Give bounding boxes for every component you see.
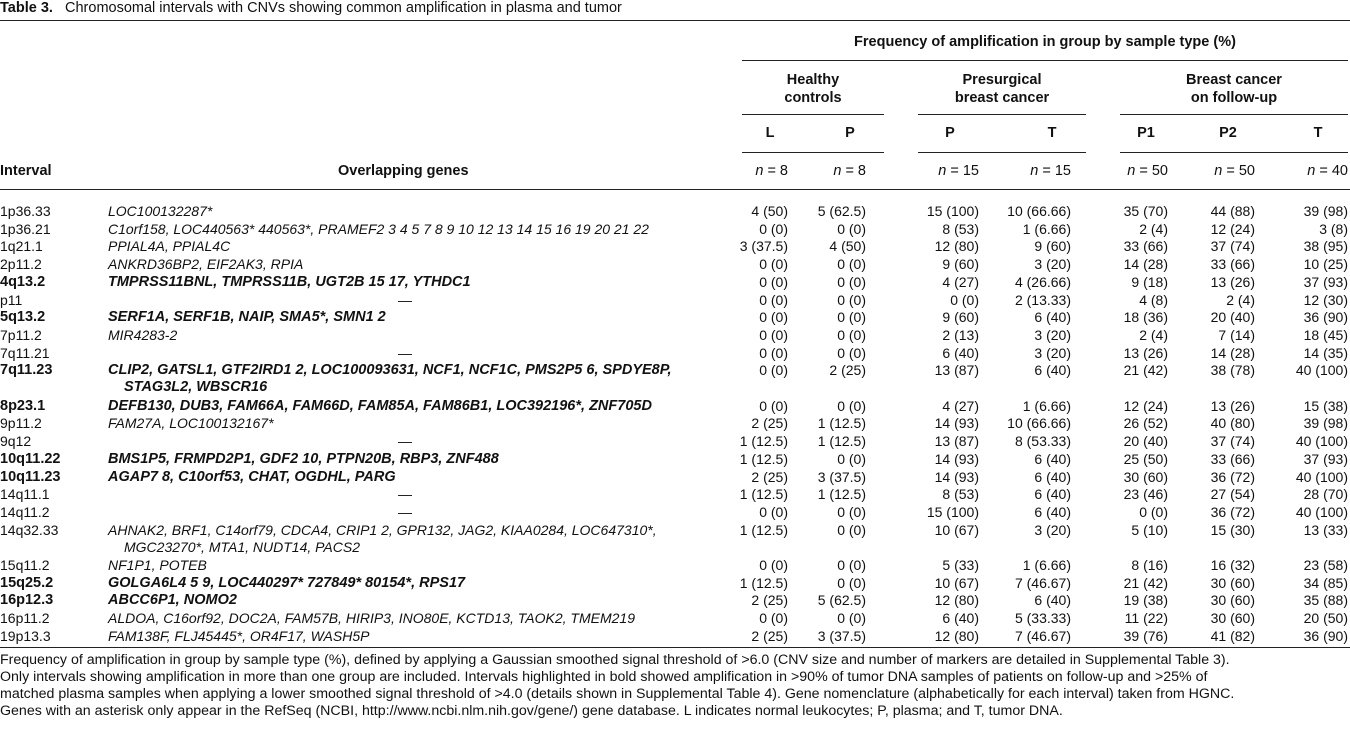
- frequency-cell: 37 (74): [1210, 433, 1255, 450]
- frequency-cell: 0 (0): [759, 362, 788, 379]
- frequency-cell: 9 (60): [942, 256, 979, 273]
- frequency-cell: 23 (46): [1123, 486, 1168, 503]
- sample-size-var: n: [755, 163, 764, 179]
- frequency-cell: 18 (45): [1303, 326, 1348, 343]
- frequency-cell: 21 (42): [1123, 574, 1168, 591]
- frequency-cell: 38 (78): [1210, 362, 1255, 379]
- frequency-cell: 3 (20): [1034, 326, 1071, 343]
- sample-type-header: T: [1047, 125, 1057, 141]
- frequency-cell: 10 (66.66): [1007, 203, 1071, 219]
- frequency-cell: 9 (60): [1034, 238, 1071, 255]
- frequency-cell: 35 (88): [1303, 592, 1348, 609]
- interval-cell: 10q11.23: [0, 468, 61, 485]
- frequency-cell: 3 (20): [1034, 256, 1071, 273]
- footnote-line: Frequency of amplification in group by sample type (%), defined by applying a Gaussian smoothed signal threshold of >6.0 (CNV size and number of markers are detailed in Supplemental Table 3).: [0, 652, 1230, 668]
- frequency-cell: 30 (60): [1210, 592, 1255, 609]
- frequency-cell: 40 (100): [1295, 503, 1348, 520]
- frequency-cell: 13 (87): [934, 362, 979, 379]
- genes-cell: AHNAK2, BRF1, C14orf79, CDCA4, CRIP1 2, GPR132, JAG2, KIAA0284, LOC647310*,: [108, 521, 657, 538]
- frequency-cell: 40 (100): [1295, 433, 1348, 450]
- frequency-cell: 44 (88): [1210, 203, 1255, 219]
- interval-cell: 7p11.2: [0, 326, 42, 343]
- interval-cell: 15q11.2: [0, 557, 50, 573]
- frequency-cell: 33 (66): [1210, 450, 1255, 467]
- frequency-cell: 2 (25): [751, 627, 788, 644]
- frequency-cell: 6 (40): [1034, 486, 1071, 503]
- sample-type-header: P: [845, 125, 855, 141]
- genes-cell: ANKRD36BP2, EIF2AK3, RPIA: [108, 256, 304, 273]
- group-presurgical-rule: [918, 114, 1086, 115]
- genes-cell: FAM27A, LOC100132167*: [108, 415, 274, 432]
- frequency-cell: 7 (46.67): [1014, 574, 1071, 591]
- frequency-cell: 0 (0): [837, 326, 866, 343]
- frequency-cell: 4 (8): [1139, 291, 1168, 308]
- frequency-cell: 14 (93): [934, 468, 979, 485]
- genes-cell: CLIP2, GATSL1, GTF2IRD1 2, LOC100093631, NCF1, NCF1C, PMS2P5 6, SPDYE8P,: [108, 362, 672, 379]
- interval-cell: 14q32.33: [0, 521, 59, 538]
- group-presurgical-line1: Presurgical: [962, 72, 1042, 88]
- footnote-line: Genes with an asterisk only appear in the RefSeq (NCBI, http://www.ncbi.nlm.nih.gov/gene/) gene database. L indicates normal leukocytes; P, plasma; and T, tumor DNA.: [0, 703, 1063, 719]
- frequency-cell: 36 (72): [1210, 468, 1255, 485]
- frequency-cell: 20 (50): [1303, 610, 1348, 627]
- frequency-cell: 20 (40): [1123, 433, 1168, 450]
- frequency-cell: 25 (50): [1123, 450, 1168, 467]
- header-bottom-rule: [0, 189, 1350, 190]
- sample-type-header: T: [1313, 125, 1323, 141]
- sample-size-value: = 50: [1226, 163, 1255, 179]
- empty-genes-dash: —: [398, 433, 412, 450]
- frequency-cell: 0 (0): [759, 557, 788, 573]
- frequency-cell: 6 (40): [942, 344, 979, 361]
- frequency-cell: 2 (13.33): [1014, 291, 1071, 308]
- table-bottom-rule: [0, 647, 1350, 648]
- frequency-cell: 27 (54): [1210, 486, 1255, 503]
- frequency-cell: 0 (0): [837, 220, 866, 237]
- interval-cell: 16p11.2: [0, 610, 50, 627]
- frequency-cell: 0 (0): [837, 503, 866, 520]
- sample-size-var: n: [1307, 163, 1316, 179]
- frequency-cell: 0 (0): [837, 344, 866, 361]
- sample-size-header: [786, 163, 866, 179]
- empty-genes-dash: —: [398, 344, 412, 361]
- interval-cell: 8p23.1: [0, 397, 46, 414]
- frequency-cell: 7 (46.67): [1014, 627, 1071, 644]
- frequency-cell: 36 (90): [1303, 627, 1348, 644]
- sample-size-var: n: [1127, 163, 1136, 179]
- sample-size-header: [1268, 163, 1348, 179]
- healthy-type-rule: [742, 152, 884, 153]
- interval-cell: 16p12.3: [0, 592, 54, 609]
- group-followup-line1: Breast cancer: [1186, 72, 1282, 88]
- interval-cell: 9q12: [0, 433, 32, 450]
- frequency-cell: 33 (66): [1210, 256, 1255, 273]
- group-presurgical-line2: breast cancer: [954, 90, 1050, 106]
- sample-type-header: L: [765, 125, 775, 141]
- frequency-cell: 4 (50): [751, 203, 788, 219]
- sample-size-value: = 15: [950, 163, 979, 179]
- frequency-cell: 13 (33): [1303, 521, 1348, 538]
- footnote-line: Only intervals showing amplification in more than one group are included. Intervals highlighted in bold showed amplification in >90% of tumor DNA samples of patients on follow-up and >25% of: [0, 669, 1208, 685]
- frequency-cell: 13 (26): [1123, 344, 1168, 361]
- frequency-cell: 2 (4): [1139, 326, 1168, 343]
- frequency-cell: 5 (10): [1131, 521, 1168, 538]
- frequency-cell: 15 (38): [1303, 397, 1348, 414]
- frequency-cell: 14 (28): [1210, 344, 1255, 361]
- frequency-cell: 6 (40): [1034, 468, 1071, 485]
- table-title: [0, 0, 622, 16]
- group-followup: [1120, 71, 1348, 107]
- frequency-cell: 15 (100): [926, 203, 979, 219]
- frequency-cell: 0 (0): [837, 397, 866, 414]
- frequency-cell: 8 (53): [942, 486, 979, 503]
- frequency-cell: 12 (80): [934, 627, 979, 644]
- frequency-cell: 3 (37.5): [739, 238, 788, 255]
- genes-cell: AGAP7 8, C10orf53, CHAT, OGDHL, PARG: [108, 468, 396, 485]
- frequency-cell: 40 (100): [1295, 362, 1348, 379]
- sample-size-value: = 50: [1139, 163, 1168, 179]
- frequency-cell: 7 (14): [1218, 326, 1255, 343]
- interval-cell: 1q21.1: [0, 238, 43, 255]
- frequency-cell: 2 (4): [1139, 220, 1168, 237]
- interval-cell: 19p13.3: [0, 627, 51, 644]
- empty-genes-dash: —: [398, 486, 412, 503]
- table-caption: Chromosomal intervals with CNVs showing common amplification in plasma and tumor: [65, 0, 622, 16]
- frequency-cell: 5 (33.33): [1014, 610, 1071, 627]
- frequency-cell: 14 (93): [934, 415, 979, 432]
- frequency-cell: 38 (95): [1303, 238, 1348, 255]
- genes-cell: BMS1P5, FRMPD2P1, GDF2 10, PTPN20B, RBP3, ZNF488: [108, 450, 499, 467]
- frequency-cell: 1 (12.5): [739, 450, 788, 467]
- interval-column-header: Interval: [0, 163, 52, 179]
- frequency-cell: 0 (0): [759, 326, 788, 343]
- frequency-cell: 4 (27): [942, 397, 979, 414]
- frequency-cell: 0 (0): [837, 574, 866, 591]
- frequency-cell: 14 (28): [1123, 256, 1168, 273]
- frequency-cell: 4 (50): [829, 238, 866, 255]
- frequency-cell: 20 (40): [1210, 309, 1255, 326]
- sample-size-var: n: [938, 163, 947, 179]
- genes-cell: MGC23270*, MTA1, NUDT14, PACS2: [124, 538, 361, 555]
- frequency-cell: 34 (85): [1303, 574, 1348, 591]
- frequency-cell: 0 (0): [759, 344, 788, 361]
- frequency-cell: 37 (93): [1303, 450, 1348, 467]
- sample-size-header: [1175, 163, 1255, 179]
- frequency-cell: 14 (93): [934, 450, 979, 467]
- frequency-cell: 1 (12.5): [817, 433, 866, 450]
- frequency-cell: 3 (8): [1319, 220, 1348, 237]
- empty-genes-dash: —: [398, 503, 412, 520]
- frequency-cell: 0 (0): [837, 610, 866, 627]
- sample-type-header: P: [945, 125, 955, 141]
- frequency-cell: 6 (40): [1034, 592, 1071, 609]
- frequency-cell: 19 (38): [1123, 592, 1168, 609]
- genes-cell: LOC100132287*: [108, 203, 213, 219]
- frequency-cell: 39 (76): [1123, 627, 1168, 644]
- sample-size-value: = 40: [1319, 163, 1348, 179]
- frequency-cell: 40 (80): [1210, 415, 1255, 432]
- interval-cell: 9p11.2: [0, 415, 42, 432]
- frequency-cell: 18 (36): [1123, 309, 1168, 326]
- frequency-cell: 1 (6.66): [1022, 397, 1071, 414]
- genes-column-header: Overlapping genes: [338, 163, 469, 179]
- frequency-cell: 9 (18): [1131, 273, 1168, 290]
- frequency-cell: 36 (72): [1210, 503, 1255, 520]
- interval-cell: 1p36.21: [0, 220, 51, 237]
- group-healthy-rule: [742, 114, 884, 115]
- frequency-cell: 10 (67): [934, 521, 979, 538]
- frequency-cell: 6 (40): [942, 610, 979, 627]
- frequency-cell: 37 (93): [1303, 273, 1348, 290]
- frequency-cell: 0 (0): [837, 256, 866, 273]
- followup-type-rule: [1120, 152, 1348, 153]
- footnote-line: matched plasma samples when applying a lower smoothed signal threshold of >4.0 (details shown in Supplemental Table 4). Gene nomenclature (alphabetically for each interval) taken from HGNC.: [0, 686, 1235, 702]
- frequency-cell: 6 (40): [1034, 503, 1071, 520]
- group-presurgical: [918, 71, 1086, 107]
- frequency-cell: 5 (62.5): [817, 203, 866, 219]
- interval-cell: p11: [0, 291, 23, 308]
- interval-cell: 15q25.2: [0, 574, 54, 591]
- frequency-cell: 3 (37.5): [817, 627, 866, 644]
- interval-cell: 4q13.2: [0, 273, 46, 290]
- frequency-cell: 12 (24): [1123, 397, 1168, 414]
- group-followup-line2: on follow-up: [1190, 90, 1278, 106]
- frequency-cell: 36 (90): [1303, 309, 1348, 326]
- group-followup-rule: [1120, 114, 1348, 115]
- frequency-cell: 6 (40): [1034, 450, 1071, 467]
- genes-cell: MIR4283-2: [108, 326, 178, 343]
- frequency-cell: 10 (67): [934, 574, 979, 591]
- frequency-cell: 8 (16): [1131, 557, 1168, 573]
- interval-cell: 7q11.21: [0, 344, 50, 361]
- frequency-cell: 23 (58): [1303, 557, 1348, 573]
- frequency-cell: 1 (6.66): [1022, 220, 1071, 237]
- frequency-cell: 30 (60): [1123, 468, 1168, 485]
- genes-cell: ABCC6P1, NOMO2: [108, 592, 237, 609]
- frequency-cell: 1 (6.66): [1022, 557, 1071, 573]
- frequency-cell: 5 (33): [942, 557, 979, 573]
- frequency-cell: 11 (22): [1124, 610, 1168, 627]
- genes-cell: SERF1A, SERF1B, NAIP, SMA5*, SMN1 2: [108, 309, 386, 326]
- frequency-cell: 12 (30): [1303, 291, 1348, 308]
- group-title-rule: [742, 60, 1348, 61]
- table-label: Table 3.: [0, 0, 53, 16]
- group-healthy: [742, 71, 884, 107]
- group-healthy-line2: controls: [784, 90, 842, 106]
- group-healthy-line1: Healthy: [786, 72, 840, 88]
- sample-size-value: = 8: [767, 163, 788, 179]
- frequency-cell: 10 (25): [1303, 256, 1348, 273]
- sample-size-var: n: [1030, 163, 1039, 179]
- sample-type-header: P1: [1137, 125, 1155, 141]
- frequency-cell: 0 (0): [837, 521, 866, 538]
- genes-cell: TMPRSS11BNL, TMPRSS11B, UGT2B 15 17, YTHDC1: [108, 273, 471, 290]
- genes-cell: STAG3L2, WBSCR16: [124, 379, 268, 396]
- table-footnote: [0, 652, 1350, 720]
- frequency-cell: 2 (25): [751, 468, 788, 485]
- frequency-cell: 15 (30): [1210, 521, 1255, 538]
- genes-cell: FAM138F, FLJ45445*, OR4F17, WASH5P: [108, 627, 370, 644]
- sample-size-header: [899, 163, 979, 179]
- frequency-cell: 0 (0): [1139, 503, 1168, 520]
- frequency-cell: 0 (0): [759, 309, 788, 326]
- frequency-cell: 0 (0): [759, 610, 788, 627]
- genes-cell: NF1P1, POTEB: [108, 557, 207, 573]
- sample-size-header: [708, 163, 788, 179]
- frequency-cell: 8 (53): [942, 220, 979, 237]
- frequency-cell: 2 (25): [751, 592, 788, 609]
- frequency-cell: 0 (0): [759, 273, 788, 290]
- sample-size-var: n: [833, 163, 842, 179]
- frequency-cell: 4 (27): [942, 273, 979, 290]
- frequency-cell: 0 (0): [759, 256, 788, 273]
- frequency-cell: 4 (26.66): [1014, 273, 1071, 290]
- frequency-cell: 0 (0): [950, 291, 979, 308]
- frequency-cell: 16 (32): [1210, 557, 1255, 573]
- interval-cell: 7q11.23: [0, 362, 53, 379]
- presurgical-type-rule: [918, 152, 1086, 153]
- sample-size-header: [991, 163, 1071, 179]
- frequency-cell: 30 (60): [1210, 610, 1255, 627]
- frequency-cell: 2 (13): [942, 326, 979, 343]
- group-title: Frequency of amplification in group by sample type (%): [854, 34, 1236, 50]
- frequency-cell: 1 (12.5): [739, 521, 788, 538]
- genes-cell: ALDOA, C16orf92, DOC2A, FAM57B, HIRIP3, INO80E, KCTD13, TAOK2, TMEM219: [108, 610, 635, 627]
- frequency-cell: 0 (0): [837, 273, 866, 290]
- frequency-cell: 1 (12.5): [739, 486, 788, 503]
- frequency-cell: 35 (70): [1123, 203, 1168, 219]
- frequency-cell: 12 (80): [934, 592, 979, 609]
- frequency-cell: 6 (40): [1034, 309, 1071, 326]
- frequency-cell: 12 (80): [934, 238, 979, 255]
- frequency-cell: 33 (66): [1123, 238, 1168, 255]
- frequency-cell: 13 (26): [1210, 397, 1255, 414]
- frequency-cell: 3 (37.5): [817, 468, 866, 485]
- frequency-cell: 39 (98): [1303, 203, 1348, 219]
- frequency-cell: 1 (12.5): [817, 415, 866, 432]
- frequency-cell: 40 (100): [1295, 468, 1348, 485]
- frequency-cell: 41 (82): [1210, 627, 1255, 644]
- frequency-cell: 0 (0): [759, 397, 788, 414]
- interval-cell: 10q11.22: [0, 450, 61, 467]
- empty-genes-dash: —: [398, 291, 412, 308]
- genes-cell: PPIAL4A, PPIAL4C: [108, 238, 231, 255]
- interval-cell: 1p36.33: [0, 203, 51, 219]
- frequency-cell: 13 (26): [1210, 273, 1255, 290]
- frequency-cell: 13 (87): [934, 433, 979, 450]
- frequency-cell: 15 (100): [926, 503, 979, 520]
- frequency-cell: 1 (12.5): [739, 574, 788, 591]
- sample-size-value: = 8: [845, 163, 866, 179]
- frequency-cell: 6 (40): [1034, 362, 1071, 379]
- frequency-cell: 12 (24): [1210, 220, 1255, 237]
- frequency-cell: 1 (12.5): [739, 433, 788, 450]
- frequency-cell: 26 (52): [1123, 415, 1168, 432]
- frequency-cell: 5 (62.5): [817, 592, 866, 609]
- frequency-cell: 2 (25): [829, 362, 866, 379]
- interval-cell: 14q11.2: [0, 503, 50, 520]
- frequency-cell: 3 (20): [1034, 521, 1071, 538]
- frequency-cell: 1 (12.5): [817, 486, 866, 503]
- frequency-cell: 9 (60): [942, 309, 979, 326]
- frequency-cell: 2 (4): [1226, 291, 1255, 308]
- sample-size-var: n: [1214, 163, 1223, 179]
- frequency-cell: 0 (0): [837, 450, 866, 467]
- frequency-cell: 3 (20): [1034, 344, 1071, 361]
- frequency-cell: 21 (42): [1123, 362, 1168, 379]
- frequency-cell: 0 (0): [759, 503, 788, 520]
- top-rule: [0, 20, 1350, 21]
- genes-cell: GOLGA6L4 5 9, LOC440297* 727849* 80154*, RPS17: [108, 574, 466, 591]
- sample-type-header: P2: [1219, 125, 1237, 141]
- frequency-cell: 28 (70): [1303, 486, 1348, 503]
- frequency-cell: 39 (98): [1303, 415, 1348, 432]
- frequency-cell: 0 (0): [759, 291, 788, 308]
- interval-cell: 14q11.1: [0, 486, 50, 503]
- frequency-cell: 10 (66.66): [1007, 415, 1071, 432]
- frequency-cell: 8 (53.33): [1014, 433, 1071, 450]
- frequency-cell: 14 (35): [1303, 344, 1348, 361]
- sample-size-header: [1088, 163, 1168, 179]
- frequency-cell: 30 (60): [1210, 574, 1255, 591]
- frequency-cell: 37 (74): [1210, 238, 1255, 255]
- interval-cell: 2p11.2: [0, 256, 42, 273]
- sample-size-value: = 15: [1042, 163, 1071, 179]
- frequency-cell: 0 (0): [759, 220, 788, 237]
- frequency-cell: 2 (25): [751, 415, 788, 432]
- interval-cell: 5q13.2: [0, 309, 46, 326]
- genes-cell: DEFB130, DUB3, FAM66A, FAM66D, FAM85A, FAM86B1, LOC392196*, ZNF705D: [108, 397, 652, 414]
- frequency-cell: 0 (0): [837, 291, 866, 308]
- frequency-cell: 0 (0): [837, 309, 866, 326]
- genes-cell: C1orf158, LOC440563* 440563*, PRAMEF2 3 4 5 7 8 9 10 12 13 14 15 16 19 20 21 22: [108, 220, 649, 237]
- frequency-cell: 0 (0): [837, 557, 866, 573]
